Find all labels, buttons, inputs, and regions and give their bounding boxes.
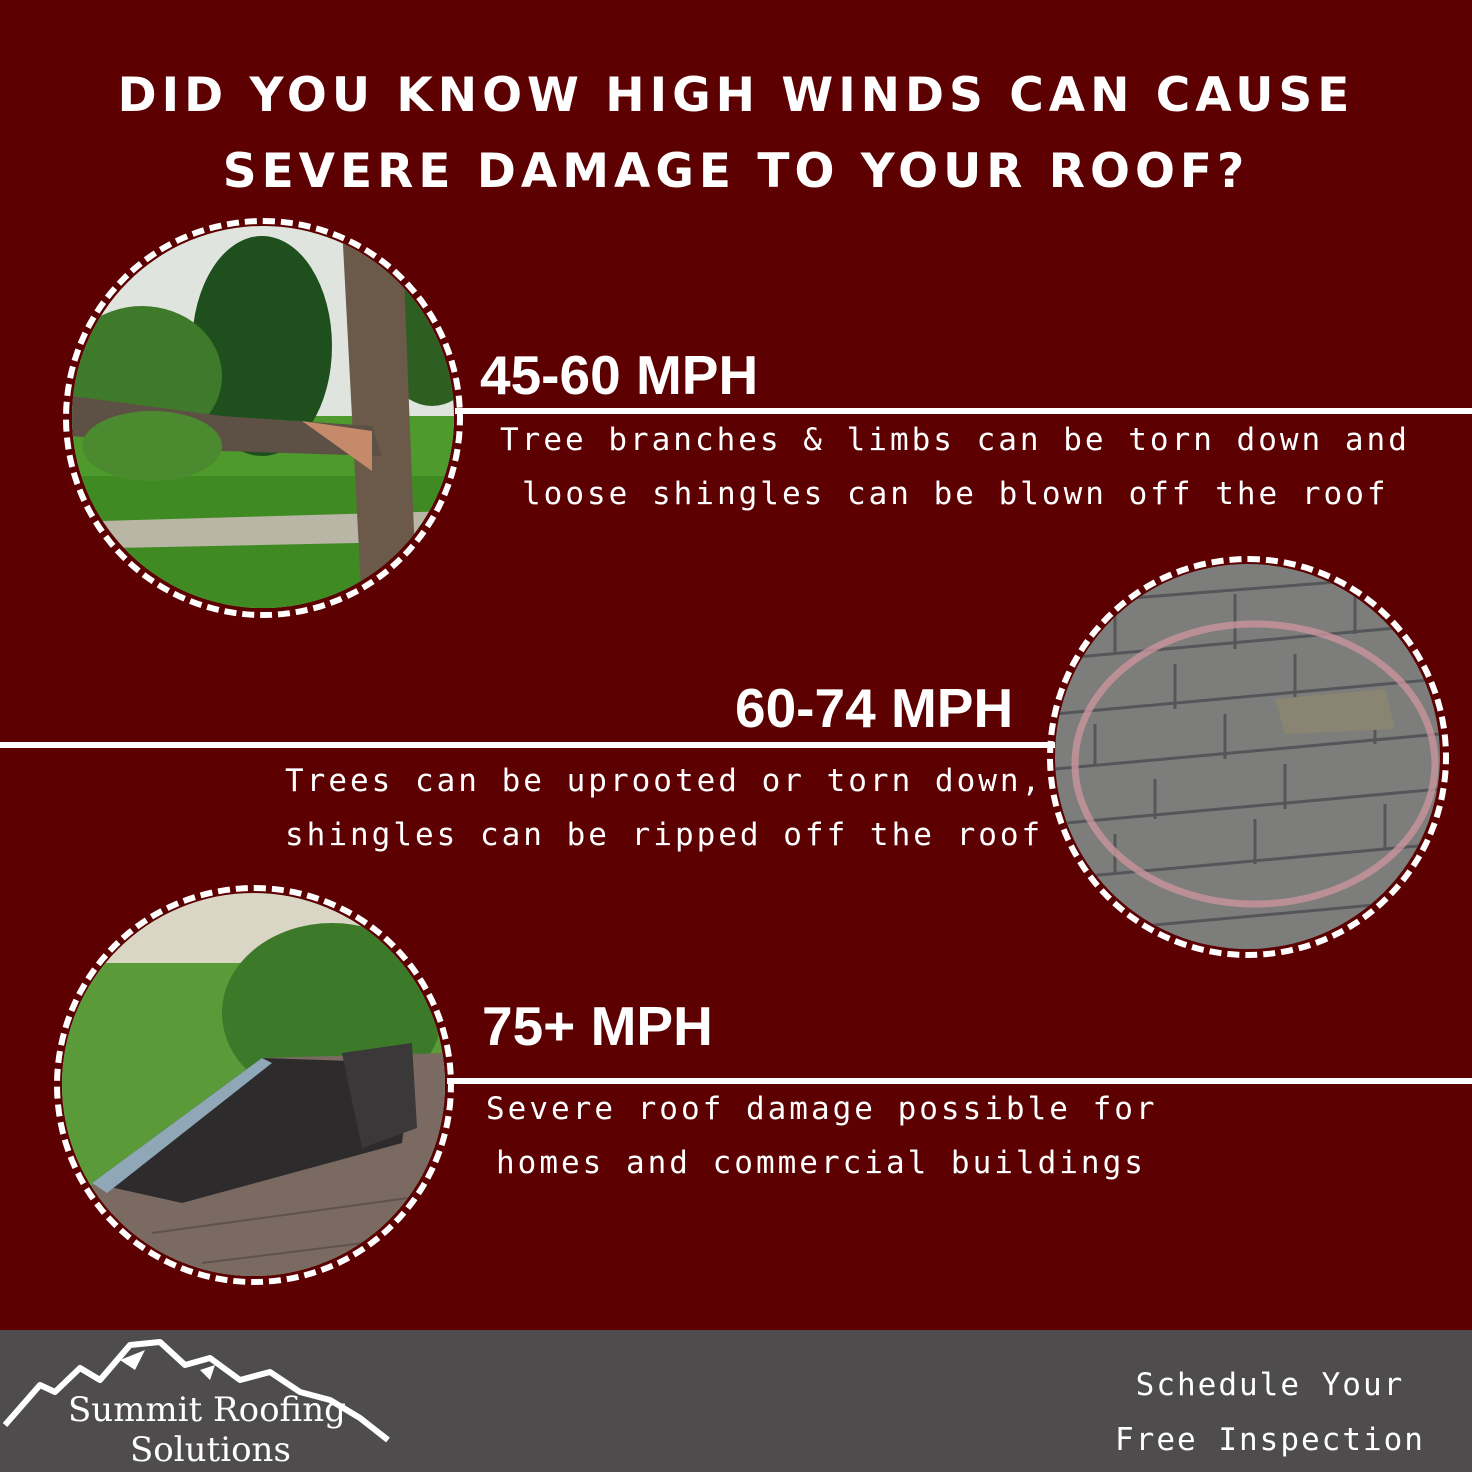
speed-label-2: 60-74 MPH xyxy=(735,677,1014,739)
brand-name-line-2: Solutions xyxy=(130,1430,291,1470)
description-2-line-2: shingles can be ripped off the roof xyxy=(285,817,1044,853)
photo-ring-1 xyxy=(63,218,463,618)
description-1-line-1: Tree branches & limbs can be torn down and xyxy=(500,422,1410,458)
headline-line-1: DID YOU KNOW HIGH WINDS CAN CAUSE xyxy=(117,68,1355,123)
description-1-line-2: loose shingles can be blown off the roof xyxy=(522,476,1389,512)
schedule-inspection-cta[interactable] xyxy=(1100,1358,1440,1468)
speed-label-1: 45-60 MPH xyxy=(480,344,759,406)
cta-line-1: Schedule Your xyxy=(1135,1367,1405,1403)
headline-line-2: SEVERE DAMAGE TO YOUR ROOF? xyxy=(222,144,1250,199)
speed-label-3: 75+ MPH xyxy=(482,995,713,1057)
description-1 xyxy=(500,413,1410,521)
photo-ring-2 xyxy=(1047,556,1449,958)
description-2-line-1: Trees can be uprooted or torn down, xyxy=(285,763,1044,799)
divider-line-2 xyxy=(0,742,1055,748)
description-3-line-1: Severe roof damage possible for xyxy=(486,1091,1158,1127)
description-3 xyxy=(486,1082,1158,1190)
photo-ring-3 xyxy=(54,885,454,1285)
description-2 xyxy=(285,754,1043,862)
cta-line-2: Free Inspection xyxy=(1115,1422,1425,1458)
description-3-line-2: homes and commercial buildings xyxy=(496,1145,1146,1181)
brand-name-line-1: Summit Roofing xyxy=(68,1390,346,1430)
headline xyxy=(0,58,1472,210)
